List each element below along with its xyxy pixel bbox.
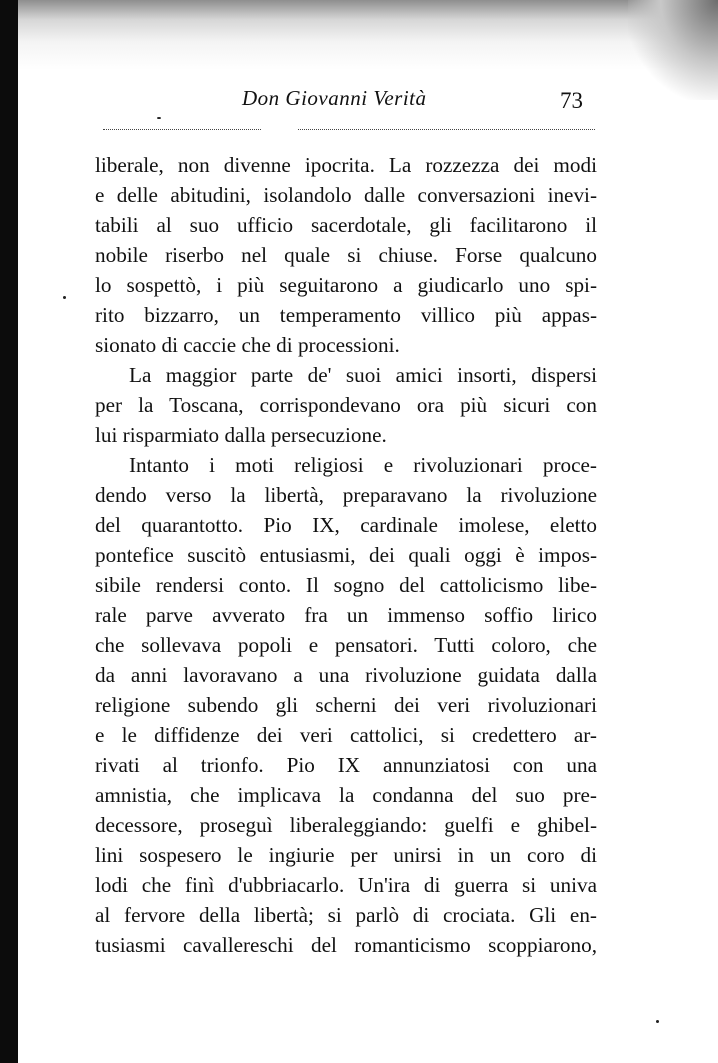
text-line: liberale, non divenne ipocrita. La rozzezza dei modi bbox=[95, 153, 597, 177]
text-line: sionato di caccie che di processioni. bbox=[95, 333, 400, 357]
text-line: lini sospesero le ingiurie per unirsi in un coro di bbox=[95, 843, 597, 867]
text-line: e delle abitudini, isolandolo dalle conversazioni inevi- bbox=[95, 183, 597, 207]
text-line: e le diffidenze dei veri cattolici, si credettero ar- bbox=[95, 723, 597, 747]
text-line: rale parve avverato fra un immenso soffio lirico bbox=[95, 603, 597, 627]
text-line: pontefice suscitò entusiasmi, dei quali oggi è impos- bbox=[95, 543, 597, 567]
text-line: rivati al trionfo. Pio IX annunziatosi con una bbox=[95, 753, 597, 777]
text-line: da anni lavoravano a una rivoluzione guidata dalla bbox=[95, 663, 597, 687]
text-line: al fervore della libertà; si parlò di crociata. Gli en- bbox=[95, 903, 597, 927]
header-rule-left bbox=[103, 129, 261, 130]
running-title: Don Giovanni Verità bbox=[242, 86, 427, 110]
scan-top-shadow bbox=[18, 0, 718, 70]
text-line: del quarantotto. Pio IX, cardinale imolese, eletto bbox=[95, 513, 597, 537]
text-line: tabili al suo ufficio sacerdotale, gli facilitarono il bbox=[95, 213, 597, 237]
header-rule-right bbox=[298, 129, 595, 130]
text-line: lui risparmiato dalla persecuzione. bbox=[95, 423, 387, 447]
text-line: nobile riserbo nel quale si chiuse. Forse qualcuno bbox=[95, 243, 597, 267]
text-line: lodi che finì d'ubbriacarlo. Un'ira di guerra si univa bbox=[95, 873, 597, 897]
body-text bbox=[95, 150, 597, 960]
text-line: decessore, proseguì liberaleggiando: guelfi e ghibel- bbox=[95, 813, 597, 837]
ink-speck bbox=[157, 117, 161, 119]
ink-speck bbox=[656, 1020, 659, 1023]
text-line: amnistia, che implicava la condanna del suo pre- bbox=[95, 783, 597, 807]
text-line: sibile rendersi conto. Il sogno del cattolicismo libe- bbox=[95, 573, 597, 597]
page-number: 73 bbox=[560, 88, 583, 113]
text-line: La maggior parte de' suoi amici insorti, dispersi bbox=[129, 363, 597, 387]
text-line: lo sospettò, i più seguitarono a giudicarlo uno spi- bbox=[95, 273, 597, 297]
text-line: che sollevava popoli e pensatori. Tutti coloro, che bbox=[95, 633, 597, 657]
text-line: Intanto i moti religiosi e rivoluzionari proce- bbox=[129, 453, 597, 477]
text-line: tusiasmi cavallereschi del romanticismo scoppiarono, bbox=[95, 933, 597, 957]
text-line: dendo verso la libertà, preparavano la rivoluzione bbox=[95, 483, 597, 507]
text-line: religione subendo gli scherni dei veri rivoluzionari bbox=[95, 693, 597, 717]
book-spine-shadow bbox=[0, 0, 18, 1063]
text-line: per la Toscana, corrispondevano ora più sicuri con bbox=[95, 393, 597, 417]
ink-speck bbox=[63, 296, 66, 299]
page-header bbox=[0, 80, 718, 120]
text-line: rito bizzarro, un temperamento villico più appas- bbox=[95, 303, 597, 327]
